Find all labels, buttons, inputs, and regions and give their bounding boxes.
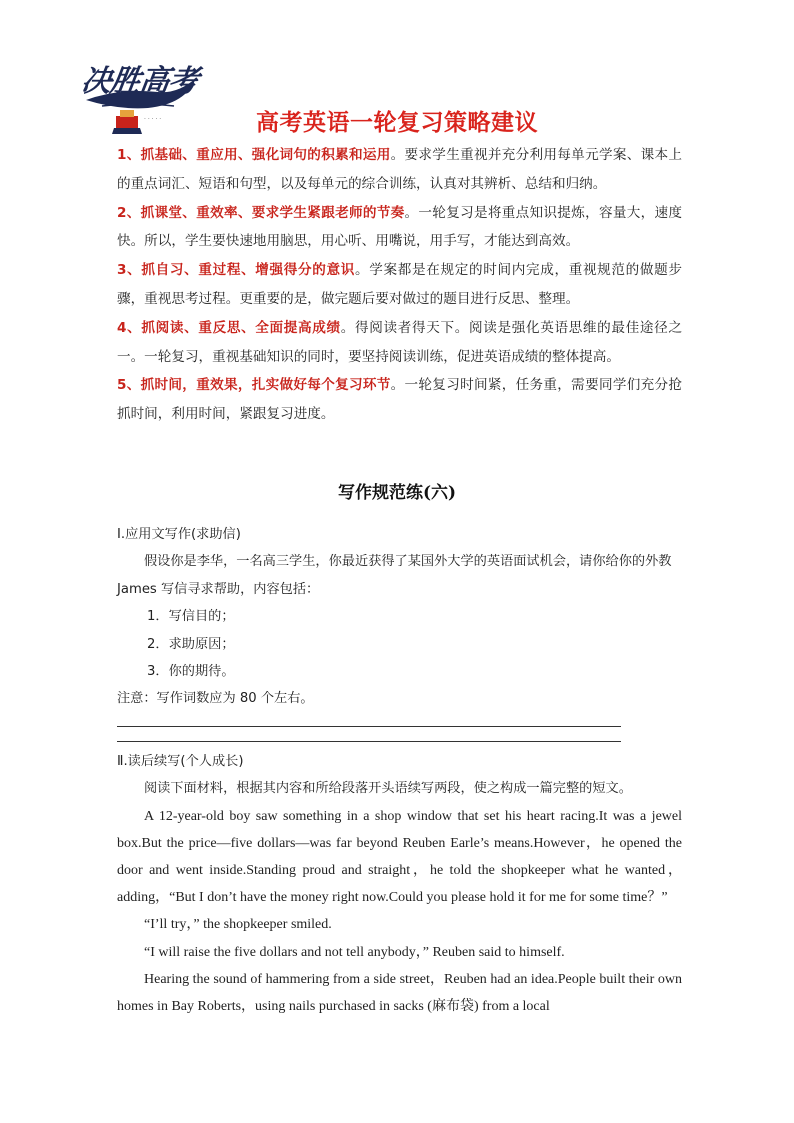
tip-highlight: 4、抓阅读、重反思、全面提高成绩: [117, 319, 341, 336]
strategy-tips: [117, 141, 682, 429]
tip-4: [117, 314, 682, 372]
answer-line: [117, 741, 621, 742]
tip-highlight: 3、抓自习、重过程、增强得分的意识: [117, 262, 356, 279]
story-paragraph: “I will raise the five dollars and not tell anybody，” Reuben said to himself.: [144, 944, 565, 960]
exercise-body: [117, 521, 682, 1020]
part2-heading: Ⅱ.读后续写(个人成长): [117, 753, 244, 769]
story-paragraph: A 12-year-old boy saw something in a shop window that set his heart racing.It was a jewel box.But the price—five dollars—was far beyond Reuben Earle’s means.However，he opened the door and went inside.Standing proud and straight，he told the shopkeeper what he wanted，adding，“But I don’t have the money right now.Could you please hold it for me for some time？”: [117, 808, 682, 906]
part1-heading: Ⅰ.应用文写作(求助信): [117, 527, 241, 542]
part1-note: 注意：写作词数应为 80 个左右。: [117, 691, 314, 707]
answer-line: [117, 726, 621, 727]
main-title: 高考英语一轮复习策略建议: [256, 110, 538, 136]
tip-text: 。学案都是在规定的时间内完成，重视规范的做题步骤，重视思考过程。更重要的是，做完题后要对做过的题目进行反思、整理。: [117, 262, 682, 307]
tip-highlight: 2、抓课堂、重效率、要求学生紧跟老师的节奏: [117, 204, 405, 221]
story-paragraph: “I’ll try，” the shopkeeper smiled.: [144, 917, 332, 933]
list-item: 1．写信目的；: [147, 609, 235, 625]
tip-1: [117, 141, 682, 199]
list-item: 2．求助原因；: [147, 636, 235, 652]
logo-text: 决胜高考: [79, 64, 200, 99]
part2-prompt: 阅读下面材料，根据其内容和所给段落开头语续写两段，使之构成一篇完整的短文。: [144, 781, 632, 797]
tip-3: [117, 256, 682, 314]
tip-text: 。一轮复习时间紧，任务重，需要同学们充分抢抓时间，利用时间，紧跟复习进度。: [117, 377, 682, 423]
story-paragraph: Hearing the sound of hammering from a side street，Reuben had an idea.People built their own homes in Bay Roberts，using nails purchased in sacks (麻布袋) from a local: [117, 971, 682, 1015]
tip-text: 。要求学生重视并充分利用每单元学案、课本上的重点词汇、短语和句型，以及每单元的综合训练，认真对其辨析、总结和归纳。: [117, 147, 682, 192]
svg-text:· · · · ·: · · · · ·: [144, 116, 162, 123]
part1-prompt: 假设你是李华，一名高三学生，你最近获得了某国外大学的英语面试机会，请你给你的外教 James 写信寻求帮助，内容包括：: [117, 554, 672, 597]
tip-text: 。一轮复习是将重点知识提炼，容量大，速度快。所以，学生要快速地用脑思，用心听、用嘴说，用手写，才能达到高效。: [117, 204, 683, 250]
tip-5: [117, 371, 682, 429]
tip-2: [117, 199, 682, 257]
tip-highlight: 1、抓基础、重应用、强化词句的积累和运用: [117, 147, 391, 163]
tip-text: 。得阅读者得天下。阅读是强化英语思维的最佳途径之一。一轮复习，重视基础知识的同时，要坚持阅读训练，促进英语成绩的整体提高。: [117, 319, 682, 365]
list-item: 3．你的期待。: [147, 664, 235, 680]
section-title: 写作规范练(六): [337, 483, 457, 503]
tip-highlight: 5、抓时间，重效果，扎实做好每个复习环节: [117, 377, 391, 394]
